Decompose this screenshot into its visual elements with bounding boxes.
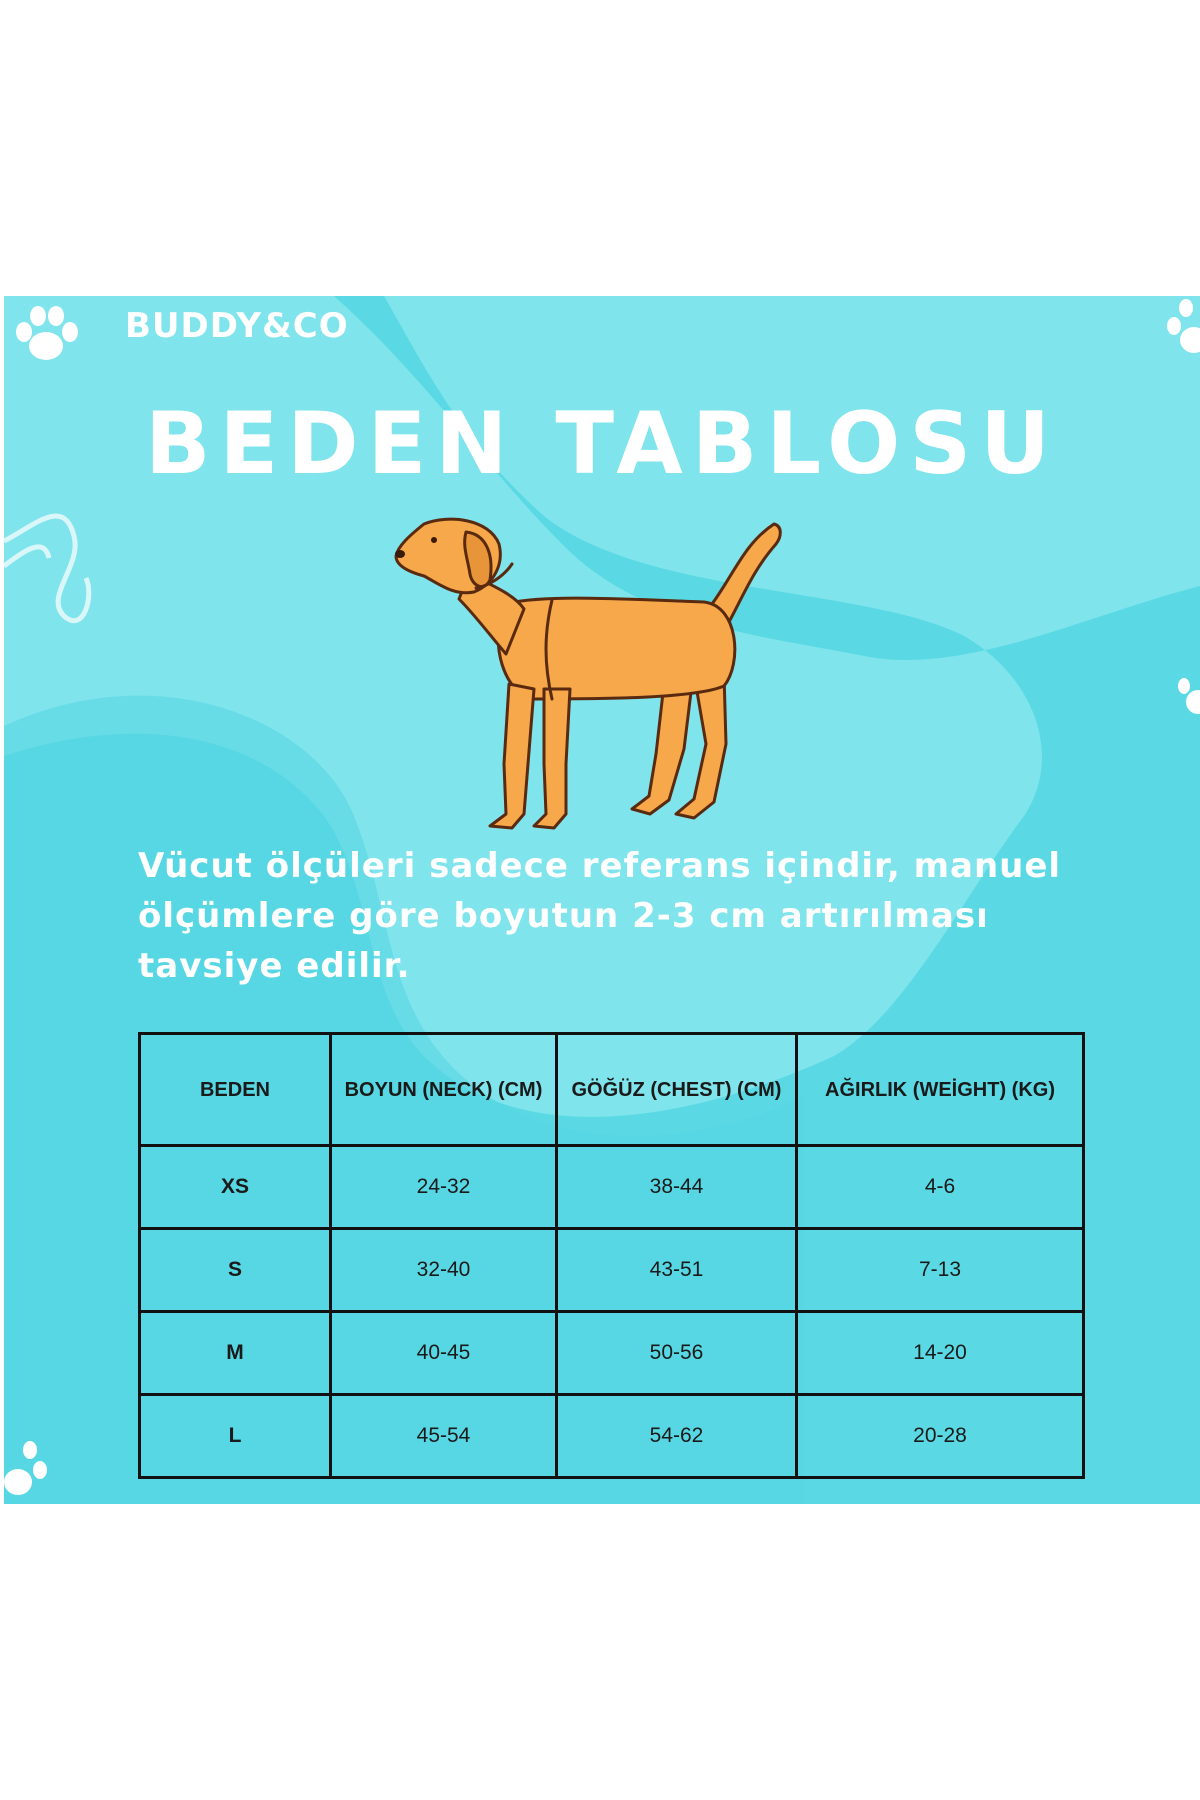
table-cell: 38-44 — [557, 1146, 797, 1229]
size-note: Vücut ölçüleri sadece referans içindir, manuel ölçümlere göre boyutun 2-3 cm artırılması tavsiye edilir. — [138, 846, 1062, 986]
column-header: BOYUN (NECK) (CM) — [331, 1034, 557, 1146]
table-cell: 32-40 — [331, 1229, 557, 1312]
column-header: GÖĞÜZ (CHEST) (CM) — [557, 1034, 797, 1146]
table-cell: 43-51 — [557, 1229, 797, 1312]
table-cell: 45-54 — [331, 1395, 557, 1478]
table-cell: 7-13 — [797, 1229, 1084, 1312]
table-cell: 14-20 — [797, 1312, 1084, 1395]
table-cell: XS — [140, 1146, 331, 1229]
table-cell: S — [140, 1229, 331, 1312]
table-row — [140, 1395, 1084, 1478]
table-cell: L — [140, 1395, 331, 1478]
table-cell: 50-56 — [557, 1312, 797, 1395]
paw-print-icon — [1174, 676, 1200, 726]
paw-print-icon — [10, 300, 82, 372]
paw-print-icon — [1156, 296, 1200, 366]
table-cell: 20-28 — [797, 1395, 1084, 1478]
table-cell: 24-32 — [331, 1146, 557, 1229]
table-cell: 4-6 — [797, 1146, 1084, 1229]
table-header-row — [140, 1034, 1084, 1146]
size-chart-panel — [4, 296, 1200, 1504]
table-cell: 40-45 — [331, 1312, 557, 1395]
dog-illustration — [394, 514, 804, 834]
brand-logo: BUDDY&CO — [125, 306, 349, 346]
column-header: BEDEN — [140, 1034, 331, 1146]
paw-print-icon — [4, 1436, 54, 1504]
table-row — [140, 1312, 1084, 1395]
table-cell: 54-62 — [557, 1395, 797, 1478]
table-row — [140, 1229, 1084, 1312]
size-table — [138, 1032, 1085, 1479]
table-row — [140, 1146, 1084, 1229]
table-cell: M — [140, 1312, 331, 1395]
column-header: AĞIRLIK (WEİGHT) (KG) — [797, 1034, 1084, 1146]
page-title: BEDEN TABLOSU — [144, 394, 1060, 494]
